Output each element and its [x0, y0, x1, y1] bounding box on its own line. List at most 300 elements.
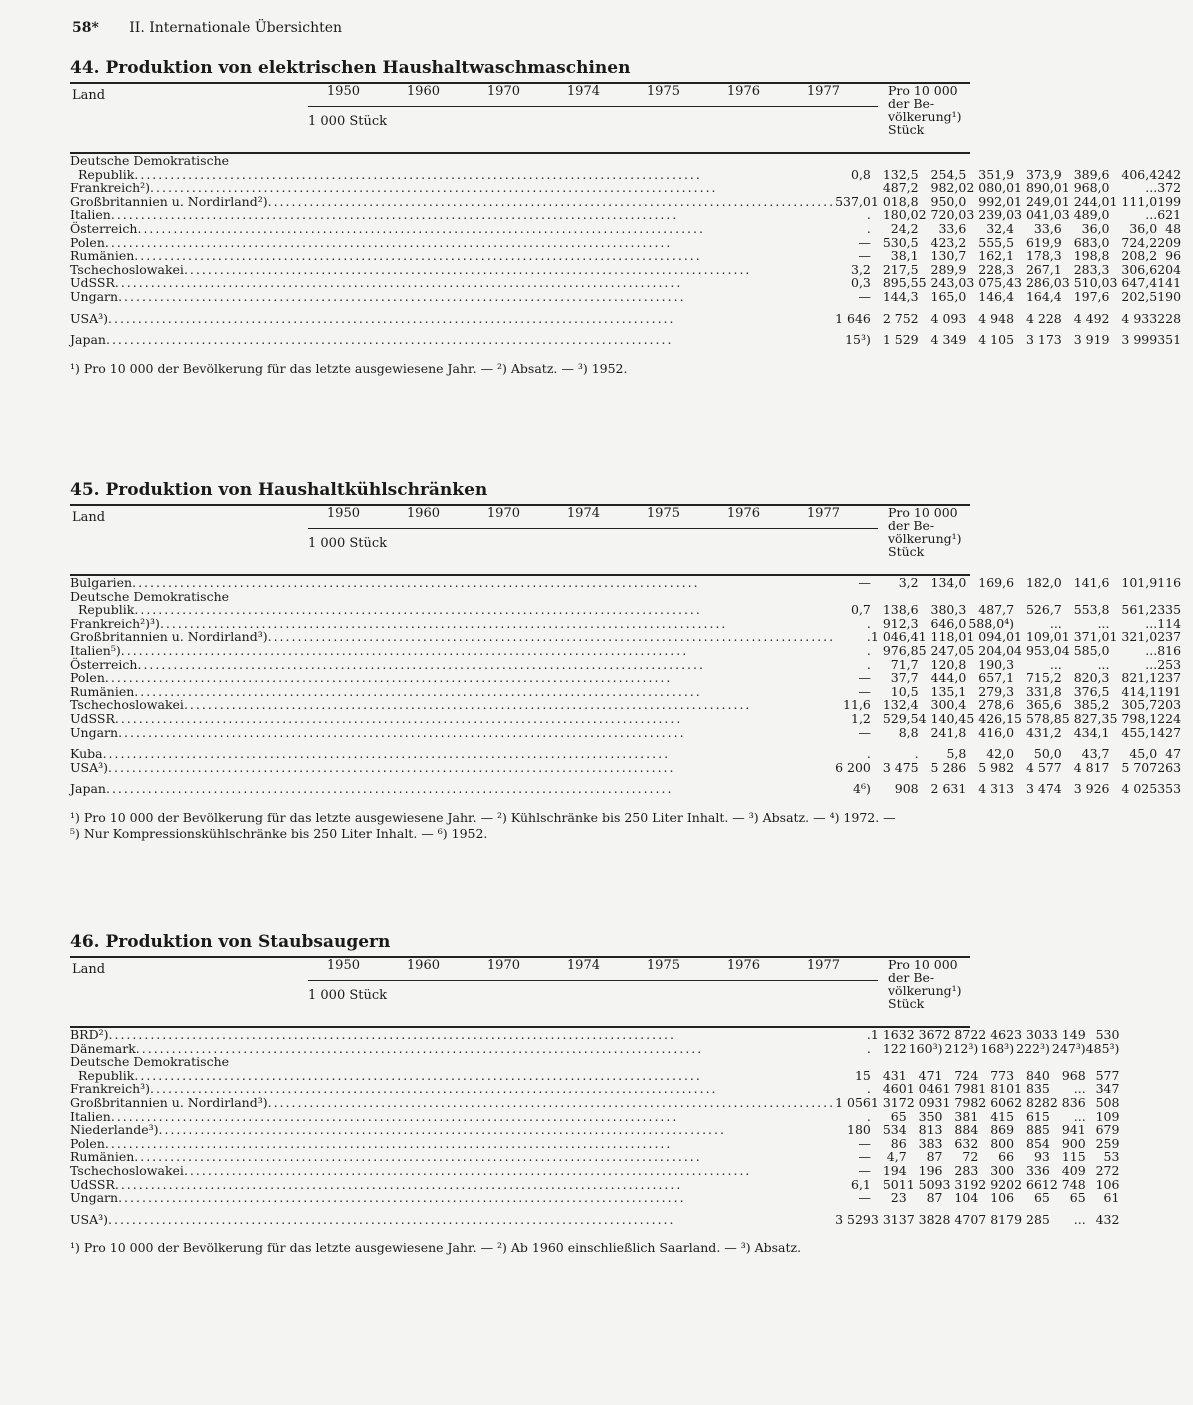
column-header-year: 1950: [326, 958, 360, 973]
value-cell: 38,1: [890, 248, 919, 264]
column-header-year: 1975: [646, 84, 680, 99]
table-row: [70, 685, 1193, 699]
country-cell: [70, 1055, 835, 1069]
table-row: [70, 276, 1193, 290]
value-cell: 3 303: [1014, 1027, 1050, 1042]
value-cell: 2 093: [906, 1094, 943, 1110]
country-label: Österreich: [70, 220, 138, 236]
value-cell: ...: [1049, 656, 1062, 672]
table-row: [70, 249, 1193, 263]
value-cell: 555,5: [978, 234, 1015, 250]
leader-dots: [136, 1042, 835, 1056]
table-row: [70, 726, 1193, 740]
table-row: [70, 782, 1193, 796]
table-row: [70, 1055, 1131, 1069]
value-cell: 36,0: [1081, 220, 1110, 236]
value-cell: 135,1: [930, 683, 967, 699]
per-capita-cell: 530: [1095, 1027, 1120, 1042]
value-cell: 87: [926, 1190, 943, 1206]
value-cell: 415: [990, 1108, 1015, 1124]
value-cell: —: [858, 683, 871, 699]
value-cell: 5 426,1: [966, 710, 1015, 726]
country-label: Bulgarien: [70, 575, 133, 590]
value-cell: —: [858, 724, 871, 740]
value-cell: 212³): [944, 1040, 979, 1056]
value-cell: 900: [1061, 1135, 1086, 1151]
leader-dots: [159, 1123, 836, 1137]
value-cell: 228,3: [978, 261, 1015, 277]
value-cell: 646,0: [930, 615, 967, 631]
per-capita-cell: 203: [1157, 697, 1182, 713]
table-row: [70, 761, 1193, 775]
value-cell: 87: [926, 1149, 943, 1165]
value-cell: 104: [954, 1190, 979, 1206]
table-45-header: [70, 506, 970, 576]
country-cell: [70, 1164, 835, 1178]
value-cell: 168³): [980, 1040, 1015, 1056]
column-header-per-capita: Pro 10 000 der Be- völkerung¹) Stück: [888, 83, 962, 137]
value-cell: [907, 1055, 943, 1069]
column-header-year: 1976: [726, 958, 760, 973]
leader-dots: [111, 1110, 835, 1124]
country-cell: [70, 1028, 835, 1042]
value-cell: 615: [1026, 1108, 1050, 1124]
column-header-year: 1974: [566, 506, 600, 521]
value-cell: 3 475: [882, 759, 919, 775]
value-cell: [919, 590, 967, 604]
value-cell: 5 827,3: [1061, 710, 1110, 726]
value-cell: 1 018,8: [870, 193, 919, 209]
value-cell: 132,4: [882, 697, 919, 713]
value-cell: 5 243,0: [918, 275, 967, 291]
value-cell: 487,2: [882, 180, 919, 196]
per-capita-cell: [1086, 1055, 1132, 1069]
table-row: [70, 590, 1193, 604]
value-cell: [966, 154, 1014, 168]
value-cell: 992,0: [978, 193, 1015, 209]
leader-dots: [134, 603, 835, 617]
leader-dots: [137, 658, 835, 672]
value-cell: 526,7: [1025, 602, 1062, 618]
value-cell: [1109, 154, 1157, 168]
per-capita-cell: 204: [1157, 261, 1182, 277]
column-header-land: Land: [72, 962, 106, 977]
value-cell: 1 056: [835, 1094, 871, 1110]
value-cell: —: [858, 1135, 871, 1151]
value-cell: 4⁶): [853, 781, 871, 797]
value-cell: 24,2: [890, 220, 919, 236]
table-row: [70, 747, 1193, 761]
value-cell: [1014, 590, 1062, 604]
value-cell: 800: [990, 1135, 1015, 1151]
value-cell: 1 111,0: [1109, 193, 1158, 209]
value-cell: 2 828: [1014, 1094, 1050, 1110]
value-cell: 884: [954, 1122, 979, 1138]
value-cell: —: [858, 234, 871, 250]
value-cell: .: [866, 615, 871, 631]
value-cell: 6,1: [851, 1176, 871, 1192]
value-cell: 724: [954, 1067, 979, 1083]
value-cell: 2 606: [978, 1094, 1015, 1110]
table-row: [70, 312, 1193, 326]
per-capita-cell: 508: [1095, 1094, 1120, 1110]
table-row: [70, 1150, 1131, 1164]
country-cell: [70, 290, 835, 304]
leader-dots: [134, 168, 835, 182]
table-44-title: 44. Produktion von elektrischen Haushaltwaschmaschinen: [70, 58, 631, 78]
country-cell: [70, 603, 835, 617]
value-cell: 1,2: [851, 710, 871, 726]
value-cell: 42,0: [986, 746, 1015, 762]
value-cell: 106: [990, 1190, 1015, 1206]
value-cell: 376,5: [1073, 683, 1110, 699]
table-45: [70, 576, 1193, 796]
leader-dots: [268, 195, 835, 209]
value-cell: 5 707: [1121, 759, 1158, 775]
value-cell: 300: [990, 1162, 1015, 1178]
country-cell: [70, 1178, 835, 1192]
table-row: [70, 154, 1193, 168]
value-cell: 431,2: [1025, 724, 1062, 740]
value-cell: 1 371,0: [1061, 629, 1110, 645]
value-cell: 4 585,0: [1061, 642, 1110, 658]
value-cell: 190,3: [978, 656, 1015, 672]
value-cell: 820,3: [1073, 670, 1110, 686]
table-46-body: [70, 1028, 1131, 1226]
value-cell: 471: [918, 1067, 943, 1083]
leader-dots: [109, 1028, 836, 1042]
per-capita-cell: 48: [1165, 220, 1182, 236]
value-cell: 115: [1061, 1149, 1086, 1165]
value-cell: —: [858, 1190, 871, 1206]
column-header-per-capita: Pro 10 000 der Be- völkerung¹) Stück: [888, 957, 962, 1011]
value-cell: 3 319: [942, 1176, 979, 1192]
table-row: [70, 1164, 1131, 1178]
country-label: USA³): [70, 1211, 109, 1227]
value-cell: 289,9: [930, 261, 967, 277]
country-label: Großbritannien u. Nordirland²): [70, 193, 268, 209]
value-cell: 2 748: [1049, 1176, 1086, 1192]
value-cell: 8 470: [942, 1211, 979, 1227]
value-cell: 423,2: [930, 234, 967, 250]
value-cell: ...: [1097, 615, 1110, 631]
per-capita-cell: 228: [1157, 310, 1182, 326]
value-cell: 1 118,0: [918, 629, 967, 645]
value-cell: 33,6: [1033, 220, 1062, 236]
value-cell: 840: [1026, 1067, 1050, 1083]
value-cell: ...: [1145, 615, 1158, 631]
country-label: Tschechoslowakei: [70, 697, 184, 713]
per-capita-cell: 209: [1157, 234, 1182, 250]
page-header: [72, 20, 342, 36]
value-cell: 2 462: [978, 1027, 1015, 1042]
value-cell: 0,7: [851, 602, 871, 618]
column-header-year: 1977: [806, 84, 840, 99]
per-capita-cell: 224: [1157, 710, 1182, 726]
value-cell: 4 093: [930, 310, 967, 326]
value-cell: 619,9: [1025, 234, 1062, 250]
value-cell: 1 890,0: [1014, 180, 1062, 196]
unit-rule: [308, 980, 878, 981]
leader-dots: [105, 671, 835, 685]
value-cell: ...: [1073, 1108, 1086, 1124]
value-cell: 208,2: [1121, 248, 1158, 264]
value-cell: 537,0: [835, 193, 871, 209]
value-cell: 5 982: [978, 759, 1015, 775]
value-cell: 501: [882, 1176, 907, 1192]
value-cell: 885: [1026, 1122, 1050, 1138]
value-cell: 3 173: [1025, 332, 1062, 348]
table-row: [70, 576, 1193, 590]
per-capita-cell: 242: [1157, 166, 1182, 182]
value-cell: 3,2: [898, 575, 919, 590]
value-cell: .: [866, 1108, 871, 1124]
value-cell: 306,6: [1121, 261, 1158, 277]
table-row: [70, 1123, 1131, 1137]
country-label: Dänemark: [70, 1040, 136, 1056]
per-capita-cell: 353: [1157, 781, 1182, 797]
table-46-footnote: ¹) Pro 10 000 der Bevölkerung für das letzte ausgewiesene Jahr. — ²) Ab 1960 einschließlich Saarland. — ³) Absatz.: [70, 1240, 802, 1256]
value-cell: 202,5: [1121, 288, 1158, 304]
value-cell: 406,4: [1121, 166, 1158, 182]
value-cell: .: [866, 629, 871, 645]
country-cell: [70, 761, 835, 775]
value-cell: 5 204,0: [966, 642, 1015, 658]
country-cell: [70, 236, 835, 250]
value-cell: 1 529: [882, 332, 919, 348]
value-cell: 3 489,0: [1061, 207, 1110, 223]
leader-dots: [118, 290, 835, 304]
value-cell: 4 349: [930, 332, 967, 348]
table-44-footnote: ¹) Pro 10 000 der Bevölkerung für das letzte ausgewiesene Jahr. — ²) Absatz. — ³) 1952.: [70, 360, 628, 376]
value-cell: 2 920: [978, 1176, 1015, 1192]
leader-dots: [103, 747, 836, 761]
value-cell: 1 094,0: [966, 629, 1015, 645]
per-capita-cell: 47: [1165, 746, 1182, 762]
per-capita-cell: 190: [1157, 288, 1182, 304]
value-cell: [966, 590, 1014, 604]
value-cell: 2 872: [942, 1027, 979, 1042]
leader-dots: [150, 1082, 835, 1096]
country-label: BRD²): [70, 1027, 109, 1042]
leader-dots: [108, 1213, 835, 1227]
country-label: Republik: [70, 1067, 135, 1083]
table-row: [70, 236, 1193, 250]
value-cell: 65: [1033, 1190, 1050, 1206]
value-cell: ...: [1097, 656, 1110, 672]
value-cell: 976,8: [882, 642, 919, 658]
column-header-year: 1970: [486, 958, 520, 973]
leader-dots: [121, 644, 835, 658]
value-cell: 950,0: [930, 193, 967, 209]
value-cell: 1 810: [978, 1081, 1015, 1097]
value-cell: [835, 181, 871, 195]
column-header-year: 1974: [566, 958, 600, 973]
country-label: Ungarn: [70, 1190, 119, 1206]
country-cell: [70, 1213, 835, 1227]
value-cell: .: [914, 746, 919, 762]
value-cell: 93: [1033, 1149, 1050, 1165]
value-cell: —: [858, 248, 871, 264]
value-cell: 1 163: [870, 1027, 907, 1042]
leader-dots: [105, 1137, 835, 1151]
value-cell: .: [866, 656, 871, 672]
per-capita-cell: 816: [1157, 642, 1182, 658]
value-cell: 683,0: [1073, 234, 1110, 250]
country-cell: [70, 1150, 835, 1164]
per-capita-cell: 259: [1095, 1135, 1120, 1151]
table-row: [70, 1096, 1131, 1110]
country-cell: [70, 276, 835, 290]
value-cell: 534: [882, 1122, 907, 1138]
leader-dots: [106, 333, 835, 347]
value-cell: 773: [990, 1067, 1015, 1083]
value-cell: 4 140,4: [918, 710, 967, 726]
value-cell: 1 317: [870, 1094, 907, 1110]
value-cell: [978, 1055, 1014, 1069]
country-cell: [70, 195, 835, 209]
value-cell: 3,2: [851, 261, 871, 277]
country-label: Italien⁵): [70, 642, 121, 658]
country-label: Republik: [70, 602, 135, 618]
value-cell: 160³): [908, 1040, 943, 1056]
value-cell: [942, 1055, 978, 1069]
table-row: [70, 1028, 1131, 1042]
per-capita-cell: 335: [1157, 602, 1182, 618]
country-label: Deutsche Demokratische: [70, 153, 230, 168]
country-label: Frankreich²): [70, 180, 151, 196]
value-cell: ...: [1145, 180, 1158, 196]
country-cell: [70, 658, 835, 672]
leader-dots: [137, 222, 835, 236]
value-cell: 3 041,0: [1014, 207, 1062, 223]
per-capita-cell: 679: [1095, 1122, 1120, 1138]
table-row: [70, 168, 1193, 182]
value-cell: .: [866, 746, 871, 762]
value-cell: 1 646: [835, 310, 871, 326]
value-cell: —: [858, 1149, 871, 1165]
value-cell: 197,6: [1073, 288, 1110, 304]
leader-dots: [108, 312, 835, 326]
value-cell: 23: [890, 1190, 907, 1206]
value-cell: 350: [918, 1108, 943, 1124]
value-cell: 37,7: [890, 670, 919, 686]
value-cell: 101,9: [1121, 575, 1158, 590]
unit-label: 1 000 Stück: [308, 536, 388, 551]
country-cell: [70, 1123, 835, 1137]
leader-dots: [268, 1096, 835, 1110]
leader-dots: [184, 1164, 835, 1178]
value-cell: 65: [1069, 1190, 1086, 1206]
value-cell: 300,4: [930, 697, 967, 713]
value-cell: 530,5: [882, 234, 919, 250]
value-cell: 431: [882, 1067, 907, 1083]
value-cell: 3 239,0: [966, 207, 1015, 223]
page-number: 58*: [72, 20, 99, 36]
value-cell: 144,3: [882, 288, 919, 304]
column-header-land: Land: [72, 88, 106, 103]
value-cell: 5,8: [946, 746, 967, 762]
value-cell: .: [866, 642, 871, 658]
country-label: Tschechoslowakei: [70, 261, 184, 277]
value-cell: 134,0: [930, 575, 967, 590]
value-cell: 409: [1061, 1162, 1086, 1178]
value-cell: 178,3: [1025, 248, 1062, 264]
country-cell: [70, 333, 835, 347]
country-label: Japan: [70, 781, 106, 797]
country-label: Tschechoslowakei: [70, 1162, 184, 1178]
leader-dots: [134, 1069, 835, 1083]
value-cell: 164,4: [1025, 288, 1062, 304]
country-label: Großbritannien u. Nordirland³): [70, 1094, 268, 1110]
per-capita-cell: 116: [1157, 575, 1182, 590]
value-cell: 2 367: [906, 1027, 943, 1042]
value-cell: 561,2: [1121, 602, 1158, 618]
per-capita-cell: 485³): [1085, 1040, 1120, 1056]
per-capita-cell: 191: [1157, 683, 1182, 699]
leader-dots: [134, 685, 835, 699]
country-cell: [70, 1137, 835, 1151]
table-row: [70, 1213, 1131, 1227]
per-capita-cell: [1157, 154, 1193, 168]
value-cell: 3 529: [835, 1211, 871, 1227]
value-cell: 351,9: [978, 166, 1015, 182]
value-cell: 4 933: [1121, 310, 1158, 326]
country-cell: [70, 747, 835, 761]
country-cell: [70, 312, 835, 326]
value-cell: 8,8: [898, 724, 919, 740]
country-cell: [70, 249, 835, 263]
table-row: [70, 644, 1193, 658]
per-capita-cell: [1157, 590, 1193, 604]
leader-dots: [268, 630, 835, 644]
country-cell: [70, 1110, 835, 1124]
value-cell: 3 286,0: [1014, 275, 1062, 291]
country-cell: [70, 698, 835, 712]
per-capita-cell: 372: [1157, 180, 1182, 196]
value-cell: ...: [1049, 615, 1062, 631]
header-bottom-rule: [70, 152, 970, 154]
value-cell: 15³): [845, 332, 871, 348]
unit-label: 1 000 Stück: [308, 988, 388, 1003]
value-cell: 4 948: [978, 310, 1015, 326]
leader-dots: [111, 208, 835, 222]
value-cell: 632: [954, 1135, 979, 1151]
value-cell: 241,8: [930, 724, 967, 740]
table-46-title: 46. Produktion von Staubsaugern: [70, 932, 391, 952]
leader-dots: [132, 576, 835, 590]
leader-dots: [115, 1178, 835, 1192]
value-cell: 283,3: [1073, 261, 1110, 277]
per-capita-cell: 53: [1103, 1149, 1120, 1165]
table-row: [70, 1042, 1131, 1056]
table-row: [70, 195, 1193, 209]
value-cell: 11,6: [843, 697, 871, 713]
column-header-year: 1974: [566, 84, 600, 99]
value-cell: 3 313: [870, 1211, 907, 1227]
country-label: Italien: [70, 1108, 111, 1124]
value-cell: [1014, 154, 1062, 168]
value-cell: 7 382: [906, 1211, 943, 1227]
unit-rule: [308, 106, 878, 107]
table-45-title: 45. Produktion von Haushaltkühlschränken: [70, 480, 488, 500]
country-label: Frankreich³): [70, 1081, 151, 1097]
column-header-year: 1960: [406, 506, 440, 521]
value-cell: —: [858, 670, 871, 686]
country-cell: [70, 181, 835, 195]
value-cell: ...: [1145, 642, 1158, 658]
value-cell: 15: [854, 1067, 871, 1083]
